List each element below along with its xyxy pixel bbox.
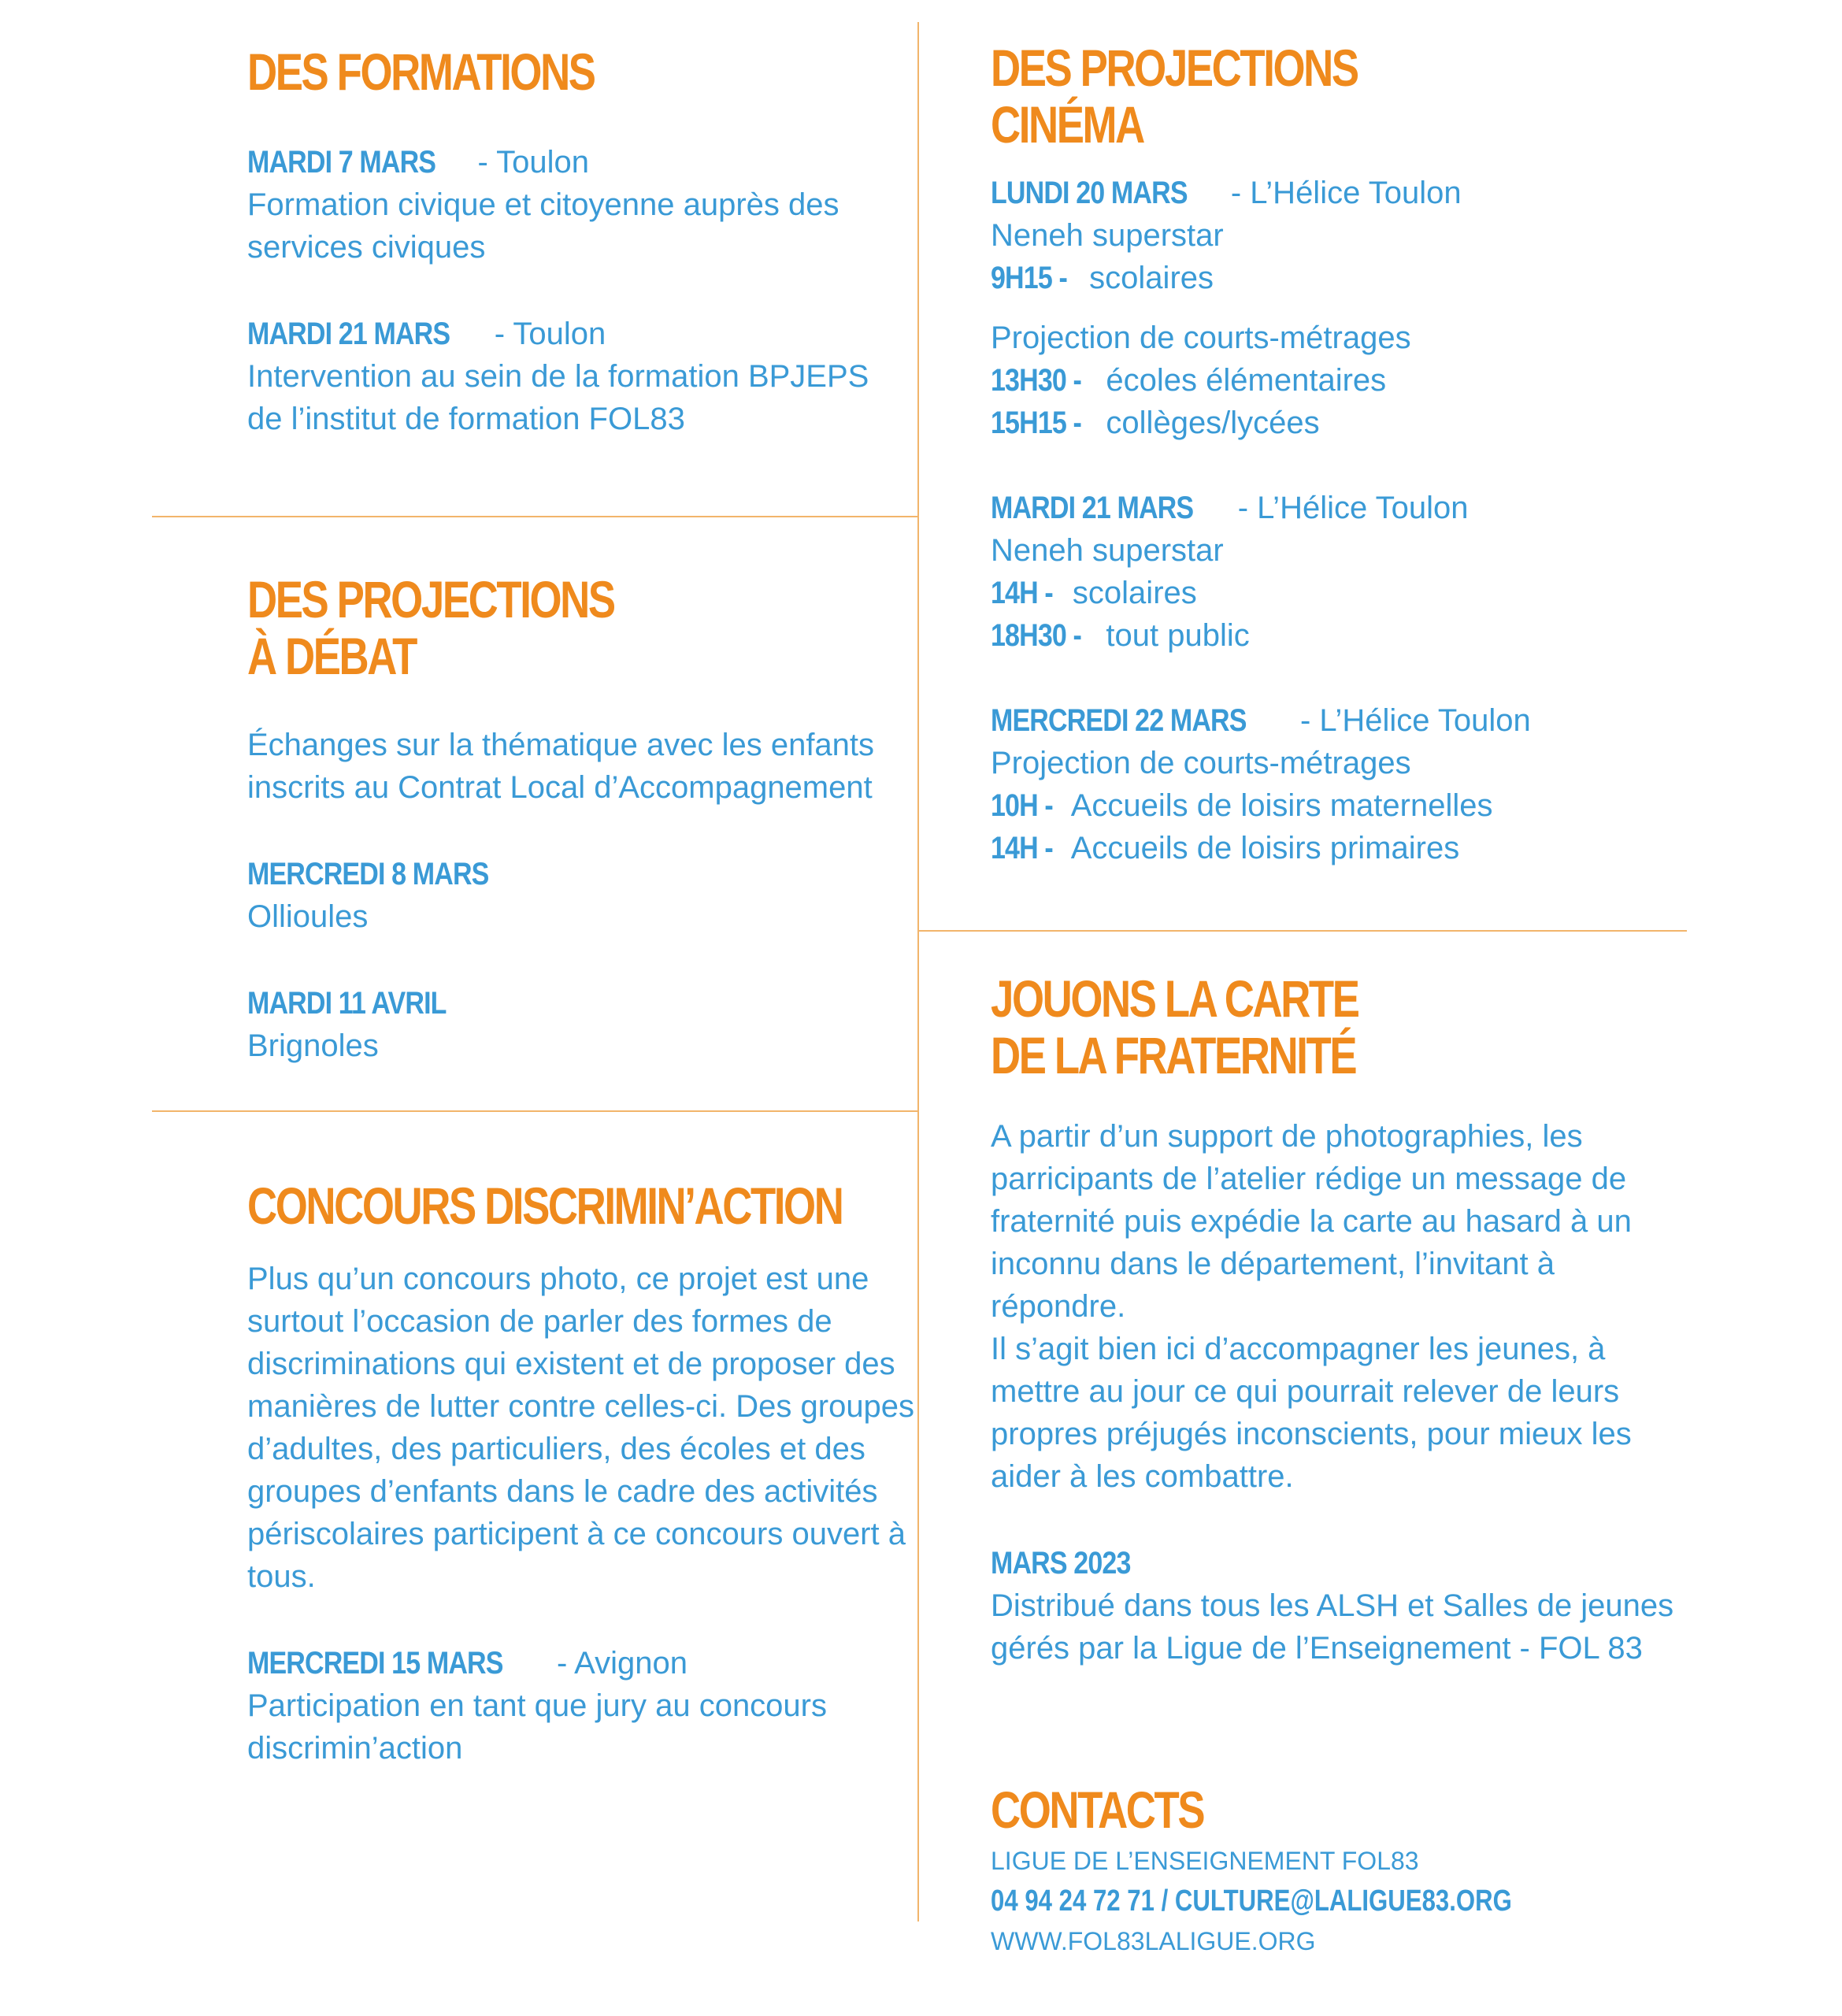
- cinema-day-2-time-2: 18H30 -: [991, 618, 1082, 653]
- formations-item-1-line-2: services civiques: [247, 230, 486, 265]
- cinema-title-line-1: DES PROJECTIONS: [991, 39, 1358, 97]
- fraternite-text-line-2: parricipants de l’atelier rédige un message de: [991, 1162, 1627, 1196]
- fraternite-text-line-3: fraternité puis expédie la carte au hasard à un: [991, 1204, 1632, 1239]
- fraternite-text-line-1: A partir d’un support de photographies, les: [991, 1119, 1583, 1154]
- formations-title: DES FORMATIONS: [247, 43, 595, 101]
- cinema-day-2-date: MARDI 21 MARS: [991, 491, 1194, 525]
- contacts-org: LIGUE DE L’ENSEIGNEMENT FOL83: [991, 1847, 1419, 1875]
- cinema-day-2-time-2-text: tout public: [1097, 618, 1250, 653]
- contacts-website[interactable]: WWW.FOL83LALIGUE.ORG: [991, 1927, 1316, 1955]
- fraternite-text: [991, 1115, 1673, 1498]
- section-fraternite: [991, 970, 1673, 1670]
- cinema-day-3-place: - L’Hélice Toulon: [1291, 703, 1531, 738]
- formations-item-1-date: MARDI 7 MARS: [247, 145, 436, 180]
- fraternite-date: MARS 2023: [991, 1546, 1131, 1581]
- cinema-day-1-film-2: Projection de courts-métrages: [991, 321, 1411, 355]
- section-cinema: [991, 39, 1531, 869]
- formations-item-2: [247, 313, 869, 440]
- debat-intro-line-1: Échanges sur la thématique avec les enfants: [247, 728, 875, 762]
- cinema-day-1-date: LUNDI 20 MARS: [991, 176, 1188, 210]
- formations-item-1-line-1: Formation civique et citoyenne auprès des: [247, 187, 839, 222]
- fraternite-text-line-7: mettre au jour ce qui pourrait relever de leurs: [991, 1374, 1620, 1409]
- cinema-day-2-place: - L’Hélice Toulon: [1229, 491, 1469, 525]
- debat-title-line-1: DES PROJECTIONS: [247, 570, 614, 628]
- cinema-day-1: [991, 172, 1531, 444]
- cinema-day-3-film: Projection de courts-métrages: [991, 746, 1411, 780]
- formations-item-2-line-1: Intervention au sein de la formation BPJEPS: [247, 359, 869, 394]
- debat-intro: [247, 724, 874, 809]
- cinema-day-3-time-2-text: Accueils de loisirs primaires: [1063, 831, 1460, 865]
- concours-text-line-7: périscolaires participent à ce concours ouvert à: [247, 1517, 906, 1551]
- concours-text-line-3: discriminations qui existent et de proposer des: [247, 1347, 895, 1381]
- concours-text-line-6: groupes d’enfants dans le cadre des activités: [247, 1474, 878, 1509]
- concours-title: CONCOURS DISCRIMIN’ACTION: [247, 1177, 843, 1235]
- fraternite-text-line-4: inconnu dans le département, l’invitant à: [991, 1247, 1555, 1281]
- cinema-day-3-time-1-text: Accueils de loisirs maternelles: [1063, 788, 1493, 823]
- cinema-day-3-time-2: 14H -: [991, 831, 1053, 865]
- contacts-info: [991, 1841, 1626, 1961]
- debat-title: [247, 571, 749, 684]
- formations-item-2-line-2: de l’institut de formation FOL83: [247, 402, 685, 436]
- cinema-day-2: [991, 487, 1531, 657]
- debat-item-2-place: Brignoles: [247, 1028, 379, 1063]
- debat-item-1: [247, 853, 874, 938]
- concours-event-place: - Avignon: [547, 1646, 688, 1681]
- cinema-day-3: [991, 699, 1531, 869]
- concours-event: [247, 1642, 991, 1770]
- fraternite-text-line-5: répondre.: [991, 1289, 1126, 1324]
- section-contacts: [991, 1781, 1626, 1961]
- fraternite-line-1: Distribué dans tous les ALSH et Salles de jeunes: [991, 1588, 1674, 1623]
- fraternite-title-line-2: DE LA FRATERNITÉ: [991, 1026, 1356, 1084]
- fraternite-text-line-9: aider à les combattre.: [991, 1459, 1294, 1494]
- fraternite-title: [991, 970, 1537, 1084]
- formations-item-2-date: MARDI 21 MARS: [247, 317, 450, 351]
- concours-text-line-5: d’adultes, des particuliers, des écoles et des: [247, 1432, 865, 1466]
- concours-text-line-2: surtout l’occasion de parler des formes de: [247, 1304, 832, 1339]
- concours-event-date: MERCREDI 15 MARS: [247, 1646, 503, 1681]
- concours-text-line-1: Plus qu’un concours photo, ce projet est une: [247, 1262, 869, 1296]
- formations-item-1-place: - Toulon: [469, 145, 590, 180]
- cinema-title: [991, 39, 1423, 153]
- cinema-day-1-time-2: 13H30 -: [991, 363, 1082, 398]
- debat-title-line-2: À DÉBAT: [247, 627, 416, 685]
- contacts-phone-email[interactable]: 04 94 24 72 71 / CULTURE@LALIGUE83.ORG: [991, 1884, 1512, 1918]
- divider-cinema: [918, 930, 1687, 932]
- cinema-day-1-time-3-text: collèges/lycées: [1097, 406, 1320, 440]
- debat-item-2: [247, 982, 874, 1067]
- cinema-day-1-time-1-text: scolaires: [1080, 261, 1214, 295]
- section-concours: [247, 1177, 991, 1770]
- concours-text: [247, 1258, 991, 1598]
- fraternite-text-line-6: Il s’agit bien ici d’accompagner les jeunes, à: [991, 1332, 1606, 1366]
- section-formations: [247, 43, 869, 440]
- cinema-day-2-time-1: 14H -: [991, 576, 1053, 610]
- debat-item-1-date: MERCREDI 8 MARS: [247, 857, 489, 891]
- contacts-title: CONTACTS: [991, 1781, 1204, 1839]
- formations-item-1: [247, 141, 869, 269]
- concours-event-line-2: discrimin’action: [247, 1731, 463, 1766]
- cinema-day-3-time-1: 10H -: [991, 788, 1053, 823]
- formations-item-2-place: - Toulon: [485, 317, 606, 351]
- fraternite-line-2: gérés par la Ligue de l’Enseignement - FOL 83: [991, 1631, 1643, 1666]
- cinema-day-1-time-3: 15H15 -: [991, 406, 1082, 440]
- fraternite-text-line-8: propres préjugés inconscients, pour mieux les: [991, 1417, 1632, 1451]
- section-debat: [247, 571, 874, 1067]
- divider-debat: [152, 1110, 918, 1112]
- concours-event-line-1: Participation en tant que jury au concours: [247, 1688, 827, 1723]
- concours-text-line-4: manières de lutter contre celles-ci. Des groupes: [247, 1389, 915, 1424]
- cinema-day-1-time-1: 9H15 -: [991, 261, 1067, 295]
- cinema-day-1-time-2-text: écoles élémentaires: [1097, 363, 1387, 398]
- cinema-day-3-date: MERCREDI 22 MARS: [991, 703, 1247, 738]
- concours-text-line-8: tous.: [247, 1559, 316, 1594]
- fraternite-title-line-1: JOUONS LA CARTE: [991, 969, 1358, 1028]
- divider-formations: [152, 516, 918, 517]
- cinema-day-2-time-1-text: scolaires: [1063, 576, 1197, 610]
- debat-intro-line-2: inscrits au Contrat Local d’Accompagnement: [247, 770, 873, 805]
- fraternite-distribution: [991, 1542, 1673, 1670]
- cinema-day-1-film: Neneh superstar: [991, 218, 1224, 253]
- debat-item-1-place: Ollioules: [247, 899, 369, 934]
- cinema-day-2-film: Neneh superstar: [991, 533, 1224, 568]
- debat-item-2-date: MARDI 11 AVRIL: [247, 986, 447, 1021]
- cinema-day-1-place: - L’Hélice Toulon: [1221, 176, 1462, 210]
- cinema-title-line-2: CINÉMA: [991, 95, 1143, 154]
